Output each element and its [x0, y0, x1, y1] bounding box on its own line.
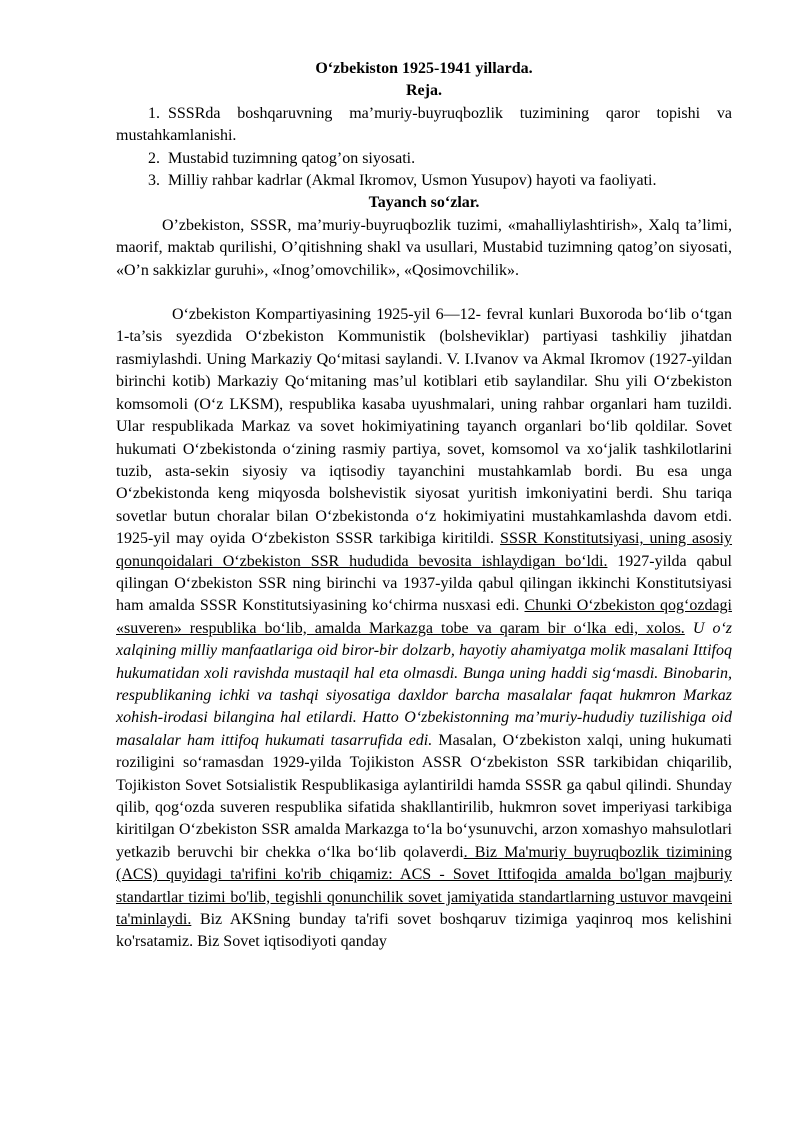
- plan-item: 2. Mustabid tuzimning qatog’on siyosati.: [148, 149, 416, 167]
- italic-text: U o‘z xalqining milliy manfaatlariga oid biror-bir dolzarb, hayotiy ahamiyatga molik masalani Ittifoq hukumatidan xoli ravishda mustaqil hal eta olmasdi. Bunga uning haddi sig‘masdi. Binobarin, respublikaning ichki va tashqi siyosatiga daxldor barcha masalalar faqat hukmron Markaz xohish-irodasi bilangina hal etilardi. Hatto O‘zbekistonning ma’muriy-hududiy tuzilishiga oid masalalar ham ittifoq hukumati tasarrufida edi.: [116, 619, 732, 749]
- keywords-heading: Tayanch so‘zlar.: [368, 194, 480, 212]
- underlined-text: SSSR Konstitutsiyasi, uning asosiy qonunqoidalari O‘zbekiston SSR hududida bevosita ishlaydigan bo‘ldi.: [116, 530, 732, 570]
- keywords-paragraph: O’zbekiston, SSSR, ma’muriy-buyruqbozlik tuzimi, «mahalliylashtirish», Xalq ta’limi, maorif, maktab qurilishi, O’qitishning shakl va usullari, Mustabid tuzimning qatog’on siyosati, «O’n sakkizlar guruhi», «Inog’omovchilik», «Qosimovchilik».: [116, 216, 732, 279]
- document-title: O‘zbekiston 1925-1941 yillarda.: [315, 60, 533, 77]
- plan-item: 1. SSSRda boshqaruvning ma’muriy-buyruqbozlik tuzimining qaror topishi va mustahkamlanishi.: [116, 104, 732, 145]
- plan-heading: Reja.: [406, 82, 442, 100]
- underlined-text: . Biz Ma'muriy buyruqbozlik tizimining (ACS) quyidagi ta'rifini ko'rib chiqamiz: ACS - Sovet Ittifoqida amalda bo'lgan majburiy standartlar tizimi bo'lib, tegishli qonunchilik sovet jamiyatida standartlarning ustuvor mavqeini ta'minlaydi.: [116, 843, 732, 929]
- plan-item: 3. Milliy rahbar kadrlar (Akmal Ikromov, Usmon Yusupov) hayoti va faoliyati.: [148, 172, 657, 190]
- plan-list: [116, 103, 732, 193]
- body-paragraph: O‘zbekiston Kompartiyasining 1925-yil 6—12- fevral kunlari Buxoroda bo‘lib o‘tgan 1-ta’sis syezdida O‘zbekiston Kommunistik (bolsheviklar) partiyasi tashkiliy jihatdan rasmiylashdi. Uning Markaziy Qo‘mitasi saylandi. V. I.Ivanov va Akmal Ikromov (1927-yildan birinchi kotib) Markaziy Qo‘mitaning mas’ul kotiblari etib saylandilar. Shu yili O‘zbekiston komsomoli (O‘z LKSM), respublika kasaba uyushmalari, uning rahbar organlari ham tuzildi. Ular respublikada Markaz va sovet hokimiyatining tayanch organlari bo‘lib qoldilar. Sovet hukumati O‘zbekistonda o‘zining rasmiy partiya, sovet, komsomol va xo‘jalik tashkilotlarini tuzib, asta-sekin siyosiy va iqtisodiy tayanchini mustahkamlab bordi. Bu esa unga O‘zbekistonda keng miqyosda bolshevistik siyosat yuritish imkoniyatini berdi. Shu tariqa sovetlar butun choralar bilan O‘zbekistonda o‘z hokimiyatini mustahkamlashda davom etdi. 1925-yil may oyida O‘zbekiston SSSR tarkibiga kiritildi. SSSR Konstitutsiyasi, uning asosiy qonunqoidalari O‘zbekiston SSR hududida bevosita ishlaydigan bo‘ldi. 1927-yilda qabul qilingan O‘zbekiston SSR ning birinchi va 1937-yilda qabul qilingan ikkinchi Konstitutsiyasi ham amalda SSSR Konstitutsiyasining ko‘chirma nusxasi edi. Chunki O‘zbekiston qog‘ozdagi «suveren» respublika bo‘lib, amalda Markazga tobe va qaram bir o‘lka edi, xolos. U o‘z xalqining milliy manfaatlariga oid biror-bir dolzarb, hayotiy ahamiyatga molik masalani Ittifoq hukumatidan xoli ravishda mustaqil hal eta olmasdi. Bunga uning haddi sig‘masdi. Binobarin, respublikaning ichki va tashqi siyosatiga daxldor barcha masalalar faqat hukmron Markaz xohish-irodasi bilangina hal etilardi. Hatto O‘zbekistonning ma’muriy-hududiy tuzilishiga oid masalalar ham ittifoq hukumati tasarrufida edi. Masalan, O‘zbekiston xalqi, uning hukumati roziligini so‘ramasdan 1929-yilda Tojikiston ASSR O‘zbekiston SSR tarkibidan chiqarilib, Tojikiston Sovet Sotsialistik Respublikasiga aylantirildi hamda SSSR ga qabul qilindi. Shunday qilib, qog‘ozda suveren respublika sifatida shakllantirilib, hukmron sovet imperiyasi tarkibiga kiritilgan O‘zbekiston SSR amalda Markazga to‘la bo‘ysunuvchi, arzon xomashyo mahsulotlari yetkazib beruvchi bir chekka o‘lka bo‘lib qolaverdi. Biz Ma'muriy buyruqbozlik tizimining (ACS) quyidagi ta'rifini ko'rib chiqamiz: ACS - Sovet Ittifoqida amalda bo'lgan majburiy standartlar tizimi bo'lib, tegishli qonunchilik sovet jamiyatida standartlarning ustuvor mavqeini ta'minlaydi. Biz AKSning bunday ta'rifi sovet boshqaruv tizimiga yaqinroq mos kelishini ko'rsatamiz. Biz Sovet iqtisodiyoti qanday: [116, 306, 733, 951]
- underlined-text: Chunki O‘zbekiston qog‘ozdagi «suveren» respublika bo‘lib, amalda Markazga tobe va qaram bir o‘lka edi, xolos.: [116, 597, 732, 637]
